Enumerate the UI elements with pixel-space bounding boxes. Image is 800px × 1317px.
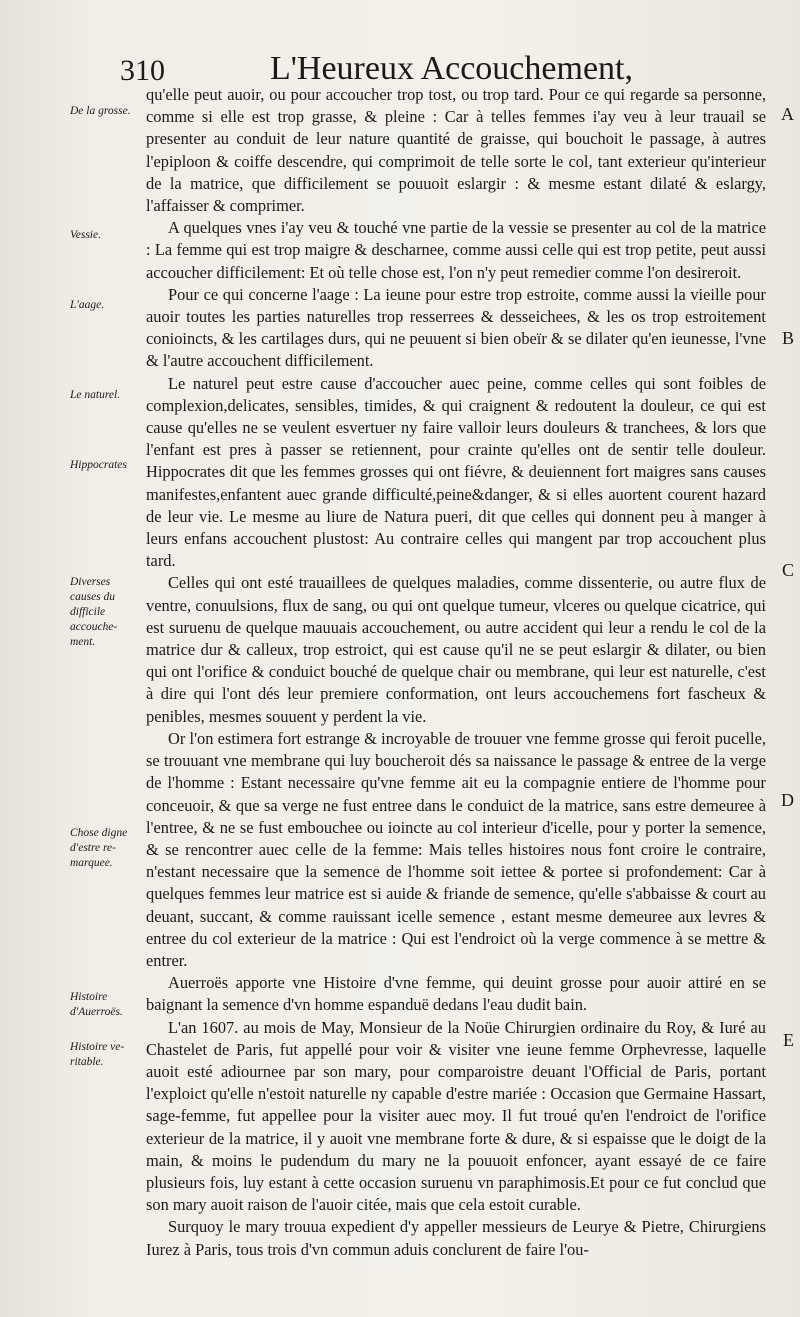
paragraph: Or l'on estimera fort estrange & incroyable de trouuer vne femme grosse qui feroit pucelle, se trouuant vne membrane qui luy boucheroit dés sa naissance le passage & entree de la verge de l'homme : Estant necessaire qu'vne femme ait eu la compagnie entiere de l'homme pour conceuoir, & que sa verge ne fust entree dans le conduict de la matrice, sans estre demeuree à l'entree, & ne se fust embouchee ou ioincte au col interieur d'icelle, pour y porter la semence, & se rencontrer auec celle de la femme: Mais telles histoires nous font croire le contraire, n'estant necessaire que la semence de l'homme soit iettee & portee si profondement: Car à quelques femmes leur matrice est si auide & friande de semence, qu'elle s'abbaisse & court au deuant, succant, & comme rauissant icelle semence , estant mesme demeuree aux levres & entree du col exterieur de la matrice : Qui est l'endroict où la verge commence à se mettre & entrer.: [146, 728, 766, 970]
running-title: L'Heureux Accouchement,: [270, 50, 633, 87]
section-letter-e: E: [783, 1030, 794, 1050]
margin-note-histoire-veritable: Histoire ve- ritable.: [70, 1041, 125, 1068]
margin-note-causes: Diverses causes du difficile accouche- ment.: [70, 576, 118, 648]
margin-notes: [70, 0, 146, 1317]
paragraph: Pour ce qui concerne l'aage : La ieune pour estre trop estroite, comme aussi la vieille pour auoir toutes les parties naturelles trop resserrees & desseichees, & les os trop estroitement conioincts, & les cartilages durs, qui ne peuuent si bien obeïr & se dilater qu'en ieunesse, l'vne & l'autre accouchent difficilement.: [146, 284, 766, 371]
section-letter-d: D: [781, 790, 794, 810]
paragraph: Celles qui ont esté trauaillees de quelques maladies, comme dissenterie, ou autre flux de ventre, conuulsions, flux de sang, ou qui ont quelque tumeur, vlceres ou quelque cicatrice, qui est suruenu de quelque mauuais accouchement, ou autre accident qui leur a rendu le col de la matrice dur & calleux, trop estroict, qui est cause qu'il ne se peut eslargir & dilater, ou bien qui ont l'orifice & conduict bouché de quelque chair ou membrane, qui leur est naturelle, c'est à dire qui l'ont dés leur premiere conformation, ont leurs accouchemens fort fascheux & penibles, mesmes souuent y perdent la vie.: [146, 573, 766, 726]
paragraph: Auerroës apporte vne Histoire d'vne femme, qui deuint grosse pour auoir attiré en se baignant la semence d'vn homme espanduë dedans l'eau dudit bain.: [146, 973, 766, 1015]
margin-note-vessie: Vessie.: [70, 229, 101, 241]
margin-note-chose-digne: Chose digne d'estre re- marquee.: [70, 827, 128, 869]
paragraph: Surquoy le mary trouua expedient d'y appeller messieurs de Leurye & Pietre, Chirurgiens Iurez à Paris, tous trois d'vn commun aduis conclurent de faire l'ou-: [146, 1217, 766, 1259]
paragraph: qu'elle peut auoir, ou pour accoucher trop tost, ou trop tard. Pour ce qui regarde sa personne, comme si elle est trop grasse, & pleine : Car à telles femmes i'ay veu à leur trauail se presenter au conduit de leur nature quantité de graisse, qui bouchoit le passage, à autres l'epiploon & coiffe descendre, qui comprimoit de telle sorte le col, tant exterieur qu'interieur de la matrice, que difficilement se pouuoit eslargir : & mesme estant dilaté & eslargy, l'affaisser & comprimer.: [146, 85, 766, 216]
paragraph: L'an 1607. au mois de May, Monsieur de la Noüe Chirurgien ordinaire du Roy, & Iuré au Chastelet de Paris, fut appellé pour voir & visiter vne ieune femme Orphevresse, laquelle auoit esté adiournee par son mary, pour comparoistre deuant l'Official de Paris, portant l'exploict qu'elle n'estoit naturelle ny capable d'estre mariée : Occasion que Germaine Hassart, sage-femme, fut appellee pour la visiter auec moy. Il fut troué qu'en l'endroict de l'orifice exterieur de la matrice, il y auoit vne membrane forte & dure, & si espaisse que le doigt de la main, & moins le pudendum du mary ne la pouuoit enfoncer, ayant essayé de ce faire plusieurs fois, luy estant à cette occasion suruenu vn paraphimosis.Et pour ce fut conclud que son mary auoit raison de l'auoir citée, mais que cela estoit curable.: [146, 1017, 766, 1215]
section-letter-b: B: [781, 328, 794, 348]
page-number: 310: [120, 54, 165, 87]
body-text: [146, 84, 766, 1261]
margin-note-naturel: Le naturel.: [70, 389, 121, 401]
margin-note-hippocrates: Hippocrates: [70, 459, 127, 471]
paragraph: A quelques vnes i'ay veu & touché vne partie de la vessie se presenter au col de la matrice : La femme qui est trop maigre & descharnee, comme aussi celle qui est trop petite, peut aussi accoucher difficilement: Et où telle chose est, l'on n'y peut remedier comme l'on desireroit.: [146, 218, 766, 282]
section-letter-a: A: [781, 104, 794, 124]
paragraph: Le naturel peut estre cause d'accoucher auec peine, comme celles qui sont foibles de complexion,delicates, sensibles, timides, & qui craignent & redoutent la douleur, ce qui est cause qu'elles ne se veulent esvertuer ny faire valloir leurs douleurs & tranchees, & lors que l'enfant est pres à passer se retiennent, pour crainte qu'elles ont de sentir telle douleur. Hippocrates dit que les femmes grosses qui ont fiévre, & deuiennent fort maigres sans causes manifestes,enfantent auec grande difficulté,peine&danger, & si elles auortent courent hazard de leur vie. Le mesme au liure de Natura pueri, dit que celles qui donnent peu à manger à leurs enfans accouchent plustost: Au contraire celles qui mangent par trop accouchent plus tard.: [146, 373, 766, 571]
section-letters: [778, 0, 800, 1317]
section-letter-c: C: [781, 560, 794, 580]
margin-note-grosse: De la grosse.: [70, 105, 131, 117]
margin-note-aage: L'aage.: [70, 299, 105, 311]
margin-note-auerroes: Histoire d'Auerroës.: [70, 991, 123, 1018]
